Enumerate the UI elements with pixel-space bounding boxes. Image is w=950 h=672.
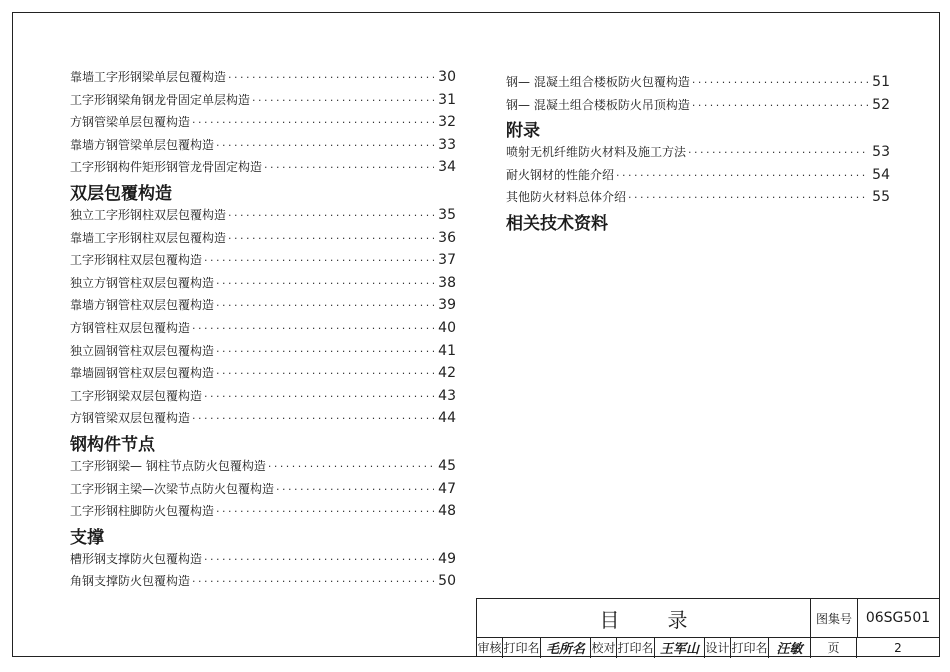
toc-entry-title: 靠墙方钢管梁单层包覆构造: [70, 137, 215, 152]
toc-entry-page: 47: [438, 480, 456, 497]
dot-leader: [228, 71, 434, 84]
toc-entry-title: 独立工字形钢柱双层包覆构造: [70, 207, 227, 222]
toc-entry-page: 52: [872, 96, 890, 113]
toc-entry[interactable]: [70, 68, 456, 91]
toc-entry-page: 39: [438, 297, 456, 314]
dot-leader: [192, 322, 434, 335]
dot-leader: [192, 116, 434, 129]
toc-entry[interactable]: [506, 166, 890, 189]
toc-entry-page: 43: [438, 387, 456, 404]
toc-entry-title: 靠墙工字形钢梁单层包覆构造: [70, 70, 227, 84]
dot-leader: [692, 76, 868, 89]
design-print-name: 打印名: [731, 637, 769, 658]
toc-entry[interactable]: [70, 158, 456, 181]
toc-entry-title: 独立方钢管柱双层包覆构造: [70, 275, 215, 290]
toc-entry-title: 工字形钢梁角钢龙骨固定单层构造: [70, 92, 251, 107]
section-heading: 附录: [506, 121, 540, 142]
review-print-name: 打印名: [503, 637, 541, 658]
toc-right-column: [506, 73, 890, 236]
section-heading: 钢构件节点: [70, 434, 155, 455]
section-heading: 双层包覆构造: [70, 183, 172, 204]
dot-leader: [216, 139, 434, 152]
toc-entry-page: 53: [872, 144, 890, 161]
toc-entry[interactable]: [70, 206, 456, 229]
document-title: 目录: [477, 599, 811, 637]
toc-entry[interactable]: [70, 387, 456, 410]
toc-entry[interactable]: [70, 364, 456, 387]
set-number-value: 06SG501: [865, 610, 931, 626]
toc-entry-title: 槽形钢支撑防火包覆构造: [70, 551, 203, 566]
toc-entry[interactable]: [70, 457, 456, 480]
dot-leader: [192, 412, 434, 425]
dot-leader: [216, 367, 434, 380]
toc-entry-title: 角钢支撑防火包覆构造: [70, 574, 191, 589]
toc-entry-page: 30: [438, 69, 456, 85]
toc-entry-page: 40: [438, 319, 456, 336]
toc-entry-title: 钢— 混凝土组合楼板防火包覆构造: [506, 75, 690, 89]
dot-leader: [216, 505, 434, 518]
toc-entry-page: 33: [438, 136, 456, 153]
toc-entry[interactable]: [70, 91, 456, 114]
toc-entry-page: 41: [438, 342, 456, 359]
toc-entry-title: 方钢管梁单层包覆构造: [70, 115, 191, 130]
toc-entry-title: 方钢管梁双层包覆构造: [70, 411, 191, 426]
toc-entry[interactable]: [70, 480, 456, 503]
title-block-row-top: [477, 599, 939, 638]
toc-entry-title: 工字形钢梁— 钢柱节点防火包覆构造: [70, 458, 266, 473]
dot-leader: [204, 390, 434, 403]
toc-entry-page: 37: [438, 252, 456, 269]
dot-leader: [204, 553, 434, 566]
toc-entry[interactable]: [70, 342, 456, 365]
toc-entry-title: 工字形钢柱脚防火包覆构造: [70, 504, 215, 519]
dot-leader: [692, 99, 868, 112]
toc-entry-page: 50: [438, 573, 456, 590]
toc-entry-page: 55: [872, 189, 890, 206]
toc-entry-title: 其他防火材料总体介绍: [506, 190, 627, 205]
dot-leader: [628, 191, 868, 204]
review-signature: 毛所名: [541, 637, 591, 658]
title-block: [476, 598, 940, 657]
toc-entry[interactable]: [70, 319, 456, 342]
toc-entry-title: 靠墙方钢管柱双层包覆构造: [70, 298, 215, 313]
toc-entry[interactable]: [70, 113, 456, 136]
toc-entry-title: 工字形钢主梁—次梁节点防火包覆构造: [70, 481, 275, 496]
toc-entry-page: 42: [438, 365, 456, 382]
review-label: 审核: [477, 637, 503, 658]
toc-entry[interactable]: [506, 143, 890, 166]
toc-entry-page: 36: [438, 229, 456, 246]
toc-entry[interactable]: [70, 296, 456, 319]
toc-entry-page: 48: [438, 503, 456, 520]
dot-leader: [264, 161, 434, 174]
toc-entry-page: 35: [438, 206, 456, 223]
design-signature: 汪敏: [769, 637, 811, 658]
dot-leader: [216, 299, 434, 312]
page-number: 2: [894, 640, 902, 655]
section-heading: 相关技术资料: [506, 213, 608, 234]
dot-leader: [192, 575, 434, 588]
toc-entry-page: 49: [438, 550, 456, 567]
toc-entry-title: 靠墙工字形钢柱双层包覆构造: [70, 230, 227, 245]
toc-entry-title: 工字形钢梁双层包覆构造: [70, 388, 203, 403]
title-block-row-bottom: [477, 637, 939, 658]
toc-entry-page: 51: [872, 74, 890, 90]
toc-entry-page: 31: [438, 91, 456, 108]
toc-entry-title: 方钢管柱双层包覆构造: [70, 320, 191, 335]
dot-leader: [268, 460, 434, 473]
dot-leader: [204, 254, 434, 267]
toc-entry-title: 耐火钢材的性能介绍: [506, 167, 615, 182]
toc-entry-title: 独立圆钢管柱双层包覆构造: [70, 343, 215, 358]
check-print-name: 打印名: [617, 637, 655, 658]
toc-entry-page: 45: [438, 457, 456, 474]
dot-leader: [616, 169, 868, 182]
dot-leader: [276, 483, 434, 496]
toc-entry[interactable]: [70, 502, 456, 525]
dot-leader: [688, 146, 868, 159]
design-label: 设计: [705, 637, 731, 658]
toc-entry-title: 喷射无机纤维防火材料及施工方法: [506, 145, 687, 160]
dot-leader: [228, 209, 434, 222]
toc-entry[interactable]: [506, 188, 890, 211]
toc-entry[interactable]: [506, 96, 890, 119]
toc-entry-title: 工字形钢构件矩形钢管龙骨固定构造: [70, 160, 263, 175]
toc-entry[interactable]: [506, 73, 890, 96]
dot-leader: [216, 345, 434, 358]
page-label: 页: [811, 637, 857, 658]
toc-entry[interactable]: [70, 274, 456, 297]
toc-entry[interactable]: [70, 409, 456, 432]
check-label: 校对: [591, 637, 617, 658]
toc-entry-page: 32: [438, 114, 456, 131]
toc-entry-page: 44: [438, 410, 456, 427]
dot-leader: [228, 232, 434, 245]
toc-entry-page: 38: [438, 274, 456, 291]
dot-leader: [216, 277, 434, 290]
toc-entry-title: 工字形钢柱双层包覆构造: [70, 253, 203, 268]
toc-entry[interactable]: [70, 572, 456, 595]
toc-entry[interactable]: [70, 229, 456, 252]
set-number-label: 图集号: [811, 599, 858, 637]
toc-entry-title: 钢— 混凝土组合楼板防火吊顶构造: [506, 97, 690, 112]
toc-entry[interactable]: [70, 251, 456, 274]
toc-left-column: [70, 68, 456, 595]
toc-entry-page: 54: [872, 166, 890, 183]
toc-entry-page: 34: [438, 159, 456, 176]
toc-entry[interactable]: [70, 550, 456, 573]
check-signature: 王军山: [655, 637, 705, 658]
dot-leader: [252, 94, 434, 107]
section-heading: 支撑: [70, 527, 104, 548]
toc-entry[interactable]: [70, 136, 456, 159]
toc-entry-title: 靠墙圆钢管柱双层包覆构造: [70, 366, 215, 381]
